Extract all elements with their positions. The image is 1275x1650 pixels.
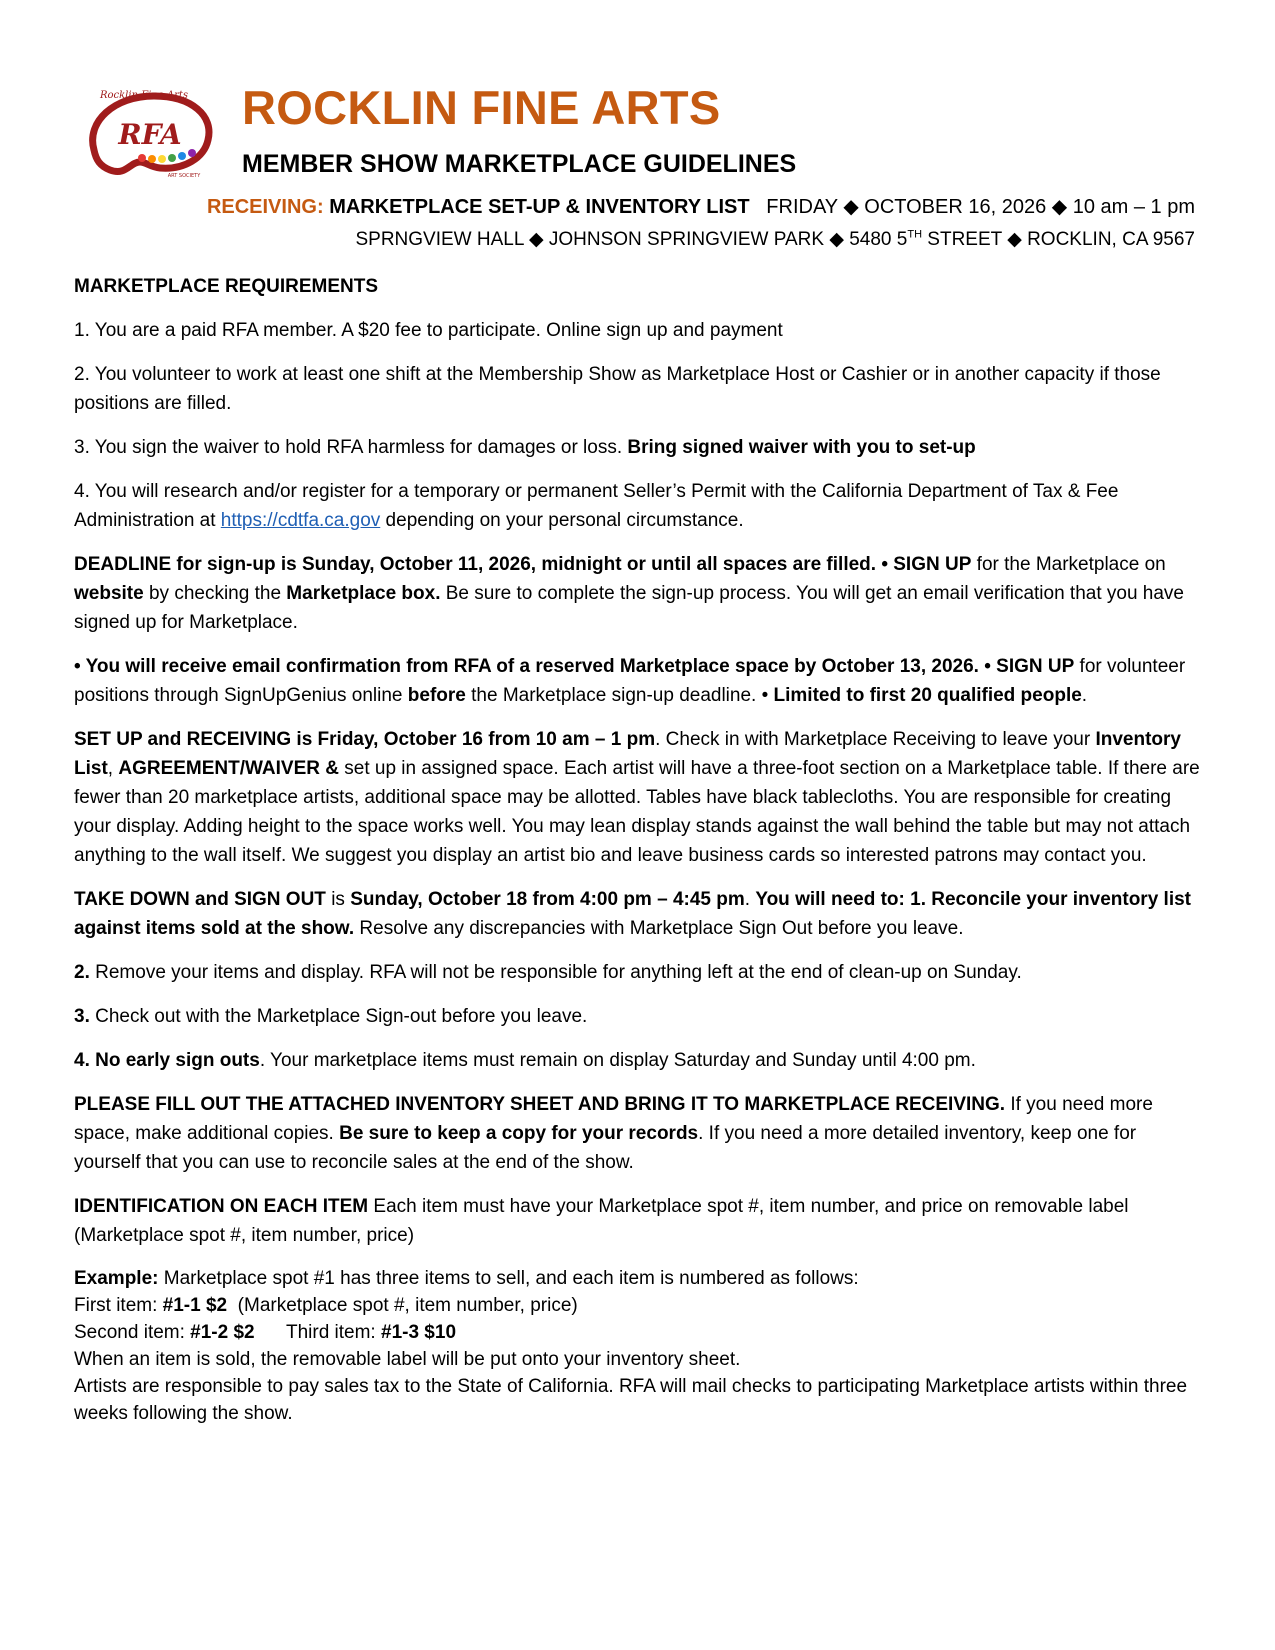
requirements-heading: MARKETPLACE REQUIREMENTS [74, 276, 379, 297]
location-end: STREET ◆ ROCKLIN, CA 9567 [922, 229, 1195, 250]
confirmation-bold-2: before [407, 685, 466, 706]
deadline-text-3: Be sure to complete the sign-up process. You will get an email verification that you have signed up for Marketplace. [74, 583, 1185, 633]
inventory-paragraph [74, 1090, 1202, 1177]
receiving-details: FRIDAY ◆ OCTOBER 16, 2026 ◆ 10 am – 1 pm [766, 196, 1195, 218]
inventory-text-2: . If you need a more detailed inventory, keep one for yourself that you can use to reconcile sales at the end of the show. [74, 1123, 1137, 1173]
example-second-third-items [74, 1319, 1202, 1346]
example-block [74, 1265, 1202, 1427]
second-item-value: #1-2 $2 [190, 1322, 255, 1343]
takedown-step-4-text: . Your marketplace items must remain on display Saturday and Sunday until 4:00 pm. [259, 1050, 976, 1071]
first-item-value: #1-1 $2 [162, 1295, 228, 1316]
takedown-text-3: Resolve any discrepancies with Marketplace Sign Out before you leave. [354, 918, 964, 939]
guidelines-body [74, 272, 1202, 1427]
requirement-3-bold: Bring signed waiver with you to set-up [627, 437, 976, 458]
takedown-step-2-text: Remove your items and display. RFA will not be responsible for anything left at the end of clean-up on Sunday. [89, 962, 1022, 983]
requirement-3-text: 3. You sign the waiver to hold RFA harmless for damages or loss. [74, 437, 628, 458]
location-main: SPRNGVIEW HALL ◆ JOHNSON SPRINGVIEW PARK ◆ 5480 5 [355, 229, 908, 250]
takedown-bold-3: You will need to: 1. Reconcile your inventory list against items sold at the show. [74, 889, 1191, 939]
cdtfa-link[interactable]: https://cdtfa.ca.gov [220, 510, 381, 531]
setup-text-3: set up in assigned space. Each artist will have a three-foot section on a Marketplace table. If there are fewer than 20 marketplace artists, additional space may be allotted. Tables have black tablecloths. You are responsible for creating your display. Adding height to the space works well. You may lean display stands against the wall behind the table but may not attach anything to the wall itself. We suggest you display an artist bio and leave business cards so interested patrons may contact you. [74, 758, 1200, 866]
example-label: Example: [74, 1268, 159, 1289]
first-item-label: First item: [74, 1295, 163, 1316]
inventory-bold-1: PLEASE FILL OUT THE ATTACHED INVENTORY SHEET AND BRING IT TO MARKETPLACE RECEIVING. [74, 1094, 1006, 1115]
identification-bold: IDENTIFICATION ON EACH ITEM [74, 1196, 369, 1217]
takedown-text-2: . [744, 889, 756, 910]
organization-title: ROCKLIN FINE ARTS [242, 81, 721, 134]
example-first-item [74, 1292, 1202, 1319]
takedown-text-1: is [325, 889, 351, 910]
third-item-label: Third item: [285, 1322, 381, 1343]
setup-text-2: , [107, 758, 119, 779]
deadline-text-1: for the Marketplace on [971, 554, 1166, 575]
location-line [355, 228, 1195, 251]
takedown-step-3-number: 3. [74, 1006, 90, 1027]
deadline-bold-1: DEADLINE for sign-up is Sunday, October 11, 2026, midnight or until all spaces are filled. • SIGN UP [74, 554, 972, 575]
svg-text:ART SOCIETY: ART SOCIETY [167, 173, 201, 179]
confirmation-text-2: the Marketplace sign-up deadline. • [465, 685, 774, 706]
confirmation-paragraph [74, 652, 1202, 710]
takedown-step-3-text: Check out with the Marketplace Sign-out before you leave. [89, 1006, 588, 1027]
requirement-4-end: depending on your personal circumstance. [380, 510, 744, 531]
setup-bold-3: AGREEMENT/WAIVER & [118, 758, 339, 779]
receiving-label: RECEIVING: [206, 196, 324, 218]
setup-bold-2: Inventory List [74, 729, 1181, 779]
takedown-bold-2: Sunday, October 18 from 4:00 pm – 4:45 pm [350, 889, 745, 910]
first-item-note: (Marketplace spot #, item number, price) [227, 1295, 578, 1316]
receiving-line [207, 194, 1195, 219]
identification-text: Each item must have your Marketplace spot #, item number, and price on removable label (Marketplace spot #, item number, price) [74, 1196, 1129, 1246]
takedown-step-4 [74, 1046, 1202, 1075]
svg-text:Rocklin Fine Arts: Rocklin Fine Arts [99, 90, 189, 101]
takedown-step-3 [74, 1002, 1202, 1031]
takedown-paragraph [74, 885, 1202, 943]
confirmation-bold-3: Limited to first 20 qualified people [773, 685, 1082, 706]
inventory-text-1: If you need more space, make additional copies. [74, 1094, 1153, 1144]
document-subtitle: MEMBER SHOW MARKETPLACE GUIDELINES [242, 150, 797, 178]
tax-note: Artists are responsible to pay sales tax to the State of California. RFA will mail checks to participating Marketplace artists within three weeks following the show. [74, 1376, 1188, 1424]
requirement-4 [74, 477, 1202, 535]
inventory-bold-2: Be sure to keep a copy for your records [339, 1123, 699, 1144]
svg-text:RFA: RFA [118, 118, 182, 151]
deadline-bold-3: Marketplace box. [286, 583, 441, 604]
takedown-step-2-number: 2. [74, 962, 90, 983]
example-intro [74, 1265, 1202, 1292]
requirement-3 [74, 433, 1202, 462]
setup-paragraph [74, 725, 1202, 870]
requirement-4-text: 4. You will research and/or register for a temporary or permanent Seller’s Permit with the California Department of Tax & Fee Administration at [74, 481, 1119, 531]
takedown-bold-1: TAKE DOWN and SIGN OUT [74, 889, 326, 910]
deadline-paragraph [74, 550, 1202, 637]
sold-note: When an item is sold, the removable label will be put onto your inventory sheet. [74, 1349, 741, 1370]
requirement-2: 2. You volunteer to work at least one shift at the Membership Show as Marketplace Host or Cashier or in another capacity if those positions are filled. [74, 364, 1161, 414]
takedown-step-2 [74, 958, 1202, 987]
requirement-1: 1. You are a paid RFA member. A $20 fee to participate. Online sign up and payment [74, 320, 783, 341]
takedown-step-4-bold: 4. No early sign outs [74, 1050, 260, 1071]
confirmation-text-3: . [1081, 685, 1088, 706]
identification-paragraph [74, 1192, 1202, 1250]
third-item-value: #1-3 $10 [381, 1322, 457, 1343]
receiving-event: MARKETPLACE SET-UP & INVENTORY LIST [329, 196, 750, 218]
deadline-text-2: by checking the [143, 583, 287, 604]
confirmation-text-1: for volunteer positions through SignUpGenius online [74, 656, 1186, 706]
second-item-label: Second item: [74, 1322, 191, 1343]
example-intro-text: Marketplace spot #1 has three items to sell, and each item is numbered as follows: [158, 1268, 859, 1289]
location-superscript: TH [907, 228, 923, 241]
rfa-logo [80, 84, 220, 184]
deadline-bold-2: website [74, 583, 144, 604]
confirmation-bold-1: • You will receive email confirmation from RFA of a reserved Marketplace space by October 13, 2026. • SIGN UP [74, 656, 1075, 677]
setup-text-1: . Check in with Marketplace Receiving to leave your [655, 729, 1096, 750]
setup-bold-1: SET UP and RECEIVING is Friday, October 16 from 10 am – 1 pm [74, 729, 656, 750]
